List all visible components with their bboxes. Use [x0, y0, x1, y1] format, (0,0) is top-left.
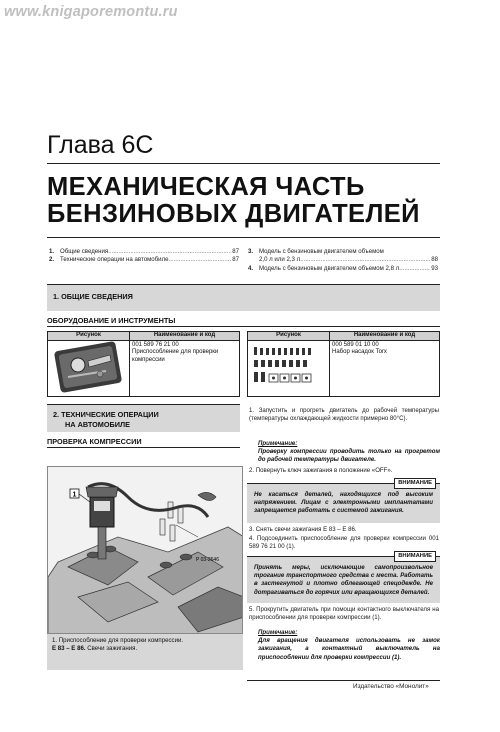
divider — [47, 163, 440, 164]
engine-illustration-icon — [48, 467, 243, 634]
divider — [47, 447, 240, 448]
title-line-1: МЕХАНИЧЕСКАЯ ЧАСТЬ — [47, 173, 365, 201]
figure-code: P 03-2646 — [196, 557, 219, 563]
figure-caption: 1. Приспособление для проверки компрессии. Е 83 – Е 86. Свечи зажигания. — [47, 634, 243, 670]
tool-description: Набор насадок Torx — [332, 349, 387, 356]
note-2: Примечание: Для вращения двигателя использовать не замок зажигания, а контактный выключатель на приспособлении для проверки компрессии (1). — [258, 629, 440, 661]
section-header: 1. ОБЩИЕ СВЕДЕНИЯ — [47, 284, 440, 311]
step-4: 4. Подсоединить приспособление для проверки компрессии 001 589 76 21 00 (1). — [249, 535, 439, 551]
toc-item[interactable]: 4. Модель с бензиновым двигателем объемом 2,8 л ..... 93 — [248, 265, 438, 273]
toc-item[interactable]: 3. Модель с бензиновым двигателем объемом — [248, 248, 384, 255]
divider — [247, 680, 440, 681]
warning-box-1: ВНИМАНИЕ Не касаться деталей, находящихся под высоким напряжением. Лицам с электронными имплантатами запрещается работать с системой зажигания. — [247, 483, 440, 523]
publisher: Издательство «Монолит» — [353, 683, 429, 690]
tool-description: Приспособление для проверки компрессии — [132, 349, 219, 363]
engine-figure — [47, 466, 243, 634]
toc-left — [49, 248, 239, 265]
equipment-table-left: Рисунок Наименование и код 001 589 76 21 00 Приспособление для проверки компрессии — [47, 331, 240, 397]
equipment-table-right: Рисунок Наименование и код 000 589 01 10 00 Набор насадок Torx — [247, 331, 440, 397]
divider — [47, 326, 440, 327]
watermark: www.knigaporemontu.ru — [4, 4, 178, 20]
compression-tester-case-icon — [48, 341, 129, 393]
equipment-heading: ОБОРУДОВАНИЕ И ИНСТРУМЕНТЫ — [47, 316, 176, 325]
torx-bit-set-icon — [248, 341, 329, 393]
warning-label: ВНИМАНИЕ — [394, 551, 436, 562]
step-1: 1. Запустить и прогреть двигатель до рабочей температуры (температуры охлаждающей жидкости примерно 80°С). — [249, 407, 439, 423]
toc-item[interactable]: 2. Технические операции на автомобиле ..... 87 — [49, 256, 239, 264]
warning-box-2: ВНИМАНИЕ Принять меры, исключающие самопроизвольное трогание транспортного средства с места. Работать в застегнутой и плотно облегающей спецодежде. Не дотрагиваться до горячих или вращающихся деталей. — [247, 556, 440, 603]
title-line-2: БЕНЗИНОВЫХ ДВИГАТЕЛЕЙ — [47, 200, 420, 228]
tool-image — [248, 341, 330, 397]
warning-label: ВНИМАНИЕ — [394, 478, 436, 489]
toc-right: 3. Модель с бензиновым двигателем объемом 2,0 л или 2,3 л ..... 88 4. Модель с бензиновым двигателем объемом 2,8 л ..... 93 — [248, 248, 438, 273]
figure-label-1: 1 — [72, 491, 77, 499]
section-header: 2. ТЕХНИЧЕСКИЕ ОПЕРАЦИИ НА АВТОМОБИЛЕ — [47, 404, 240, 432]
step-5: 5. Прокрутить двигатель при помощи контактного выключателя на приспособлении для проверки компрессии (1). — [249, 606, 439, 622]
step-2: 2. Повернуть ключ зажигания в положение «OFF». — [249, 467, 393, 474]
page-title — [47, 174, 420, 228]
tool-code: 001 589 76 21 00 — [132, 342, 179, 348]
divider — [47, 237, 440, 238]
chapter-label: Глава 6С — [47, 131, 154, 159]
toc-item[interactable]: 1. Общие сведения ..... 87 — [49, 248, 239, 256]
step-3: 3. Снять свечи зажигания Е 83 – Е 86. — [249, 526, 357, 533]
tool-code: 000 589 01 10 00 — [332, 342, 379, 348]
note-1: Примечание: Проверку компрессии проводить только на прогретом до рабочей температуры двигателе. — [258, 440, 440, 464]
tool-image — [48, 341, 130, 397]
compression-heading: ПРОВЕРКА КОМПРЕССИИ — [47, 437, 142, 446]
